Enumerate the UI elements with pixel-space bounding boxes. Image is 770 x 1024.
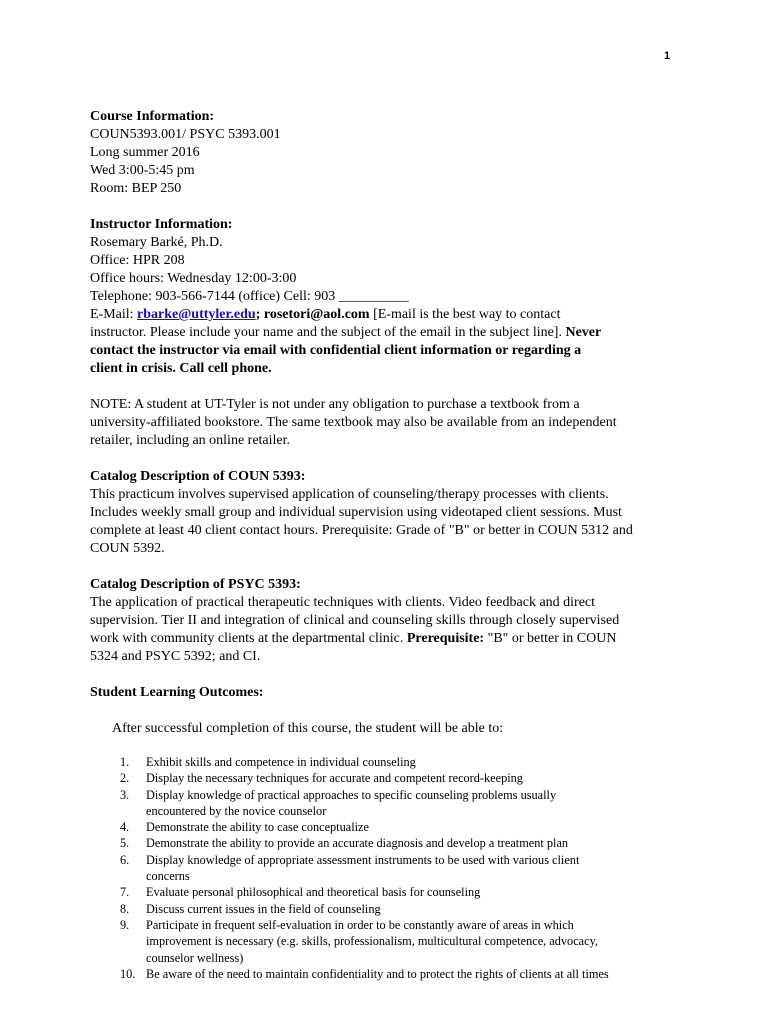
textbook-note — [90, 396, 690, 450]
prerequisite-label: Prerequisite: — [406, 631, 485, 646]
outcome-item — [90, 884, 690, 900]
email-note-1: [E-mail is the best way to contact — [369, 307, 561, 322]
outcome-number: 4. — [120, 820, 130, 835]
outcome-item — [90, 835, 690, 851]
outcomes-intro: After successful completion of this course, the student will be able to: — [112, 721, 504, 736]
psyc-line-3-start: work with community clients at the departmental clinic. — [90, 631, 407, 646]
outcome-number: 6. — [120, 852, 130, 867]
outcome-text: encountered by the novice counselor — [146, 803, 327, 818]
outcome-number: 3. — [120, 787, 130, 802]
outcome-item — [90, 770, 690, 786]
student-learning-outcomes — [90, 684, 690, 982]
outcome-item — [90, 787, 690, 820]
course-term: Long summer 2016 — [90, 145, 200, 160]
outcome-text: Be aware of the need to maintain confidentiality and to protect the rights of clients at all times — [146, 966, 609, 981]
course-info-heading: Course Information: — [90, 109, 215, 124]
outcome-text: Demonstrate the ability to provide an accurate diagnosis and develop a treatment plan — [146, 836, 569, 851]
warning-1: Never — [565, 325, 602, 340]
outcome-item — [90, 917, 690, 966]
outcomes-heading: Student Learning Outcomes: — [90, 685, 264, 700]
outcome-text: improvement is necessary (e.g. skills, professionalism, multicultural competence, advocacy, — [146, 934, 599, 949]
outcome-text: concerns — [146, 869, 190, 884]
instructor-email-line — [90, 306, 690, 324]
instructor-info-heading: Instructor Information: — [90, 217, 233, 232]
course-information — [90, 108, 690, 198]
document-body — [90, 108, 690, 982]
course-room: Room: BEP 250 — [90, 181, 182, 196]
note-line-2: university-affiliated bookstore. The same textbook may also be available from an independent — [90, 415, 617, 430]
warning-3: client in crisis. Call cell phone. — [90, 361, 272, 376]
email-note-2: instructor. Please include your name and the subject of the email in the subject line]. — [90, 325, 566, 340]
outcome-text: Display knowledge of appropriate assessment instruments to be used with various client — [146, 852, 580, 867]
note-line-3: retailer, including an online retailer. — [90, 433, 291, 448]
psyc-catalog-line-1: The application of practical therapeutic techniques with clients. Video feedback and direct — [90, 595, 596, 610]
psyc-line-3-end: "B" or better in COUN — [484, 631, 617, 646]
coun-catalog-line-2: Includes weekly small group and individual supervision using videotaped client sessions. Must — [90, 505, 622, 520]
email-primary-link[interactable]: rbarke@uttyler.edu — [137, 307, 256, 322]
coun-catalog-line-4: COUN 5392. — [90, 541, 165, 556]
psyc-catalog-heading: Catalog Description of PSYC 5393: — [90, 577, 301, 592]
instructor-telephone: Telephone: 903-566-7144 (office) Cell: 903 __________ — [90, 289, 409, 304]
coun-catalog-line-3: complete at least 40 client contact hours. Prerequisite: Grade of "B" or better in COUN 5312 and — [90, 523, 633, 538]
outcome-item — [90, 819, 690, 835]
instructor-information — [90, 216, 690, 378]
coun-catalog-description — [90, 468, 690, 558]
email-separator: ; — [255, 307, 264, 322]
outcome-number: 5. — [120, 836, 130, 851]
course-schedule: Wed 3:00-5:45 pm — [90, 163, 195, 178]
course-code: COUN5393.001/ PSYC 5393.001 — [90, 127, 281, 142]
outcome-text: Display knowledge of practical approaches to specific counseling problems usually — [146, 787, 557, 802]
outcome-text: Discuss current issues in the field of counseling — [146, 901, 381, 916]
instructor-name: Rosemary Barké, Ph.D. — [90, 235, 223, 250]
outcome-number: 2. — [120, 771, 130, 786]
warning-2: contact the instructor via email with confidential client information or regarding a — [90, 343, 582, 358]
email-label: E-Mail: — [90, 307, 138, 322]
outcome-number: 9. — [120, 917, 130, 932]
outcome-text: Demonstrate the ability to case conceptualize — [146, 820, 369, 835]
outcome-item — [90, 966, 690, 982]
instructor-office-hours: Office hours: Wednesday 12:00-3:00 — [90, 271, 297, 286]
coun-catalog-heading: Catalog Description of COUN 5393: — [90, 469, 306, 484]
page-number: 1 — [664, 50, 671, 62]
outcome-text: Exhibit skills and competence in individual counseling — [146, 755, 416, 769]
coun-catalog-line-1: This practicum involves supervised application of counseling/therapy processes with clients. — [90, 487, 609, 502]
outcomes-list — [90, 754, 690, 982]
psyc-catalog-description — [90, 576, 690, 666]
outcome-text: Participate in frequent self-evaluation in order to be constantly aware of areas in which — [146, 917, 574, 932]
psyc-catalog-line-3 — [90, 630, 690, 648]
outcome-number: 10. — [120, 966, 136, 981]
outcome-item — [90, 901, 690, 917]
instructor-email-note-line — [90, 324, 690, 342]
psyc-catalog-line-2: supervision. Tier II and integration of clinical and counseling skills through closely supervised — [90, 613, 620, 628]
outcome-text: counselor wellness) — [146, 950, 244, 965]
instructor-office: Office: HPR 208 — [90, 253, 185, 268]
outcome-text: Evaluate personal philosophical and theoretical basis for counseling — [146, 885, 481, 900]
outcome-number: 1. — [120, 755, 130, 769]
outcome-number: 8. — [120, 901, 130, 916]
outcome-item — [90, 852, 690, 885]
psyc-catalog-line-4: 5324 and PSYC 5392; and CI. — [90, 649, 261, 664]
outcome-text: Display the necessary techniques for accurate and competent record-keeping — [146, 771, 523, 786]
outcome-number: 7. — [120, 885, 130, 900]
outcome-item — [90, 754, 690, 770]
email-secondary: rosetori@aol.com — [263, 307, 370, 322]
note-line-1: NOTE: A student at UT-Tyler is not under any obligation to purchase a textbook from a — [90, 397, 580, 412]
